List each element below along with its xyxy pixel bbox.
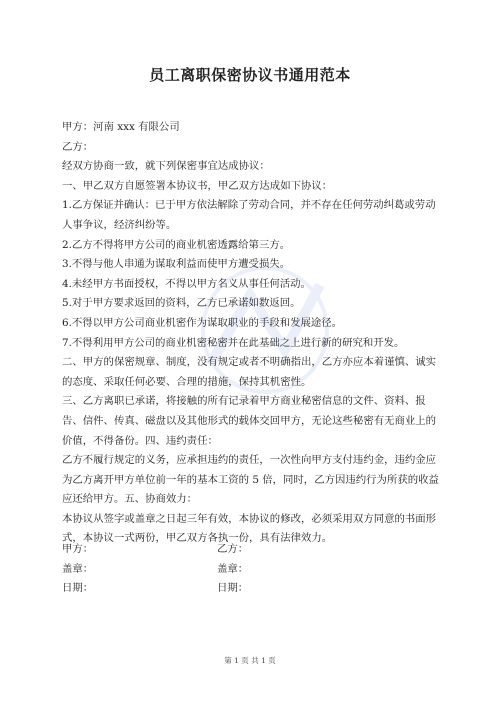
party-a-label: 甲方： <box>62 543 94 555</box>
paragraph: 一、甲乙双方自愿签署本协议书，甲乙双方达成如下协议： <box>62 179 333 192</box>
paragraph: 7.不得利用甲方公司的商业机密秘密并在此基础之上进行新的研究和开发。 <box>62 336 405 349</box>
paragraph: 三、乙方离职已承诺，将接触的所有记录着甲方商业秘密信息的文件、资料、报告、信件、传真、磁盘以及其他形式的载体交回甲方，无论这些秘密有无商业上的价值，不得备份。四、违约责任： <box>62 395 437 447</box>
date-b-label: 日期： <box>217 582 249 595</box>
stamp-b-label: 盖章： <box>217 562 249 575</box>
paragraph: 本协议从签字或盖章之日起三年有效，本协议的修改，必须采用双方同意的书面形式，本协议一式两份，甲乙双方各执一份，具有法律效力。 <box>62 512 437 545</box>
paragraph: 6.不得以甲方公司商业机密作为谋取职业的手段和发展途径。 <box>62 316 343 329</box>
paragraph: 3.不得与他人串通为谋取利益而使甲方遭受损失。 <box>62 258 291 271</box>
paragraph: 乙方： <box>62 140 94 153</box>
signature-row <box>62 560 442 580</box>
paragraph: 乙方不履行规定的义务，应承担违约的责任，一次性向甲方支付违约金，违约金应为乙方离开甲方单位前一年的基本工资的 5 倍，同时，乙方因违约行为所获的收益应还给甲方。五、协商效力： <box>62 454 439 506</box>
paragraph: 2.乙方不得将甲方公司的商业机密透露给第三方。 <box>62 238 291 251</box>
signature-block <box>62 540 442 599</box>
paragraph: 甲方：河南 xxx 有限公司 <box>62 121 180 133</box>
signature-row <box>62 540 442 560</box>
page-footer: 第 1 页 共 1 页 <box>224 656 276 665</box>
stamp-a-label: 盖章： <box>62 562 94 575</box>
date-a-label: 日期： <box>62 582 94 595</box>
document-title: 员工离职保密协议书通用范本 <box>149 66 351 84</box>
paragraph: 4.未经甲方书面授权，不得以甲方名义从事任何活动。 <box>62 277 311 290</box>
document-body <box>62 118 442 549</box>
paragraph: 1.乙方保证并确认：已于甲方依法解除了劳动合同，并不存在任何劳动纠葛或劳动人事争议，经济纠纷等。 <box>62 199 436 231</box>
signature-row <box>62 579 442 599</box>
paragraph: 经双方协商一致，就下列保密事宜达成协议： <box>62 160 270 173</box>
paragraph: 5.对于甲方要求返回的资料，乙方已承诺如数返回。 <box>62 297 301 310</box>
paragraph: 二、甲方的保密规章、制度，没有规定或者不明确指出，乙方亦应本着谨慎、诚实的态度、采取任何必要、合理的措施，保持其机密性。 <box>62 356 437 388</box>
party-b-label: 乙方： <box>217 543 249 555</box>
